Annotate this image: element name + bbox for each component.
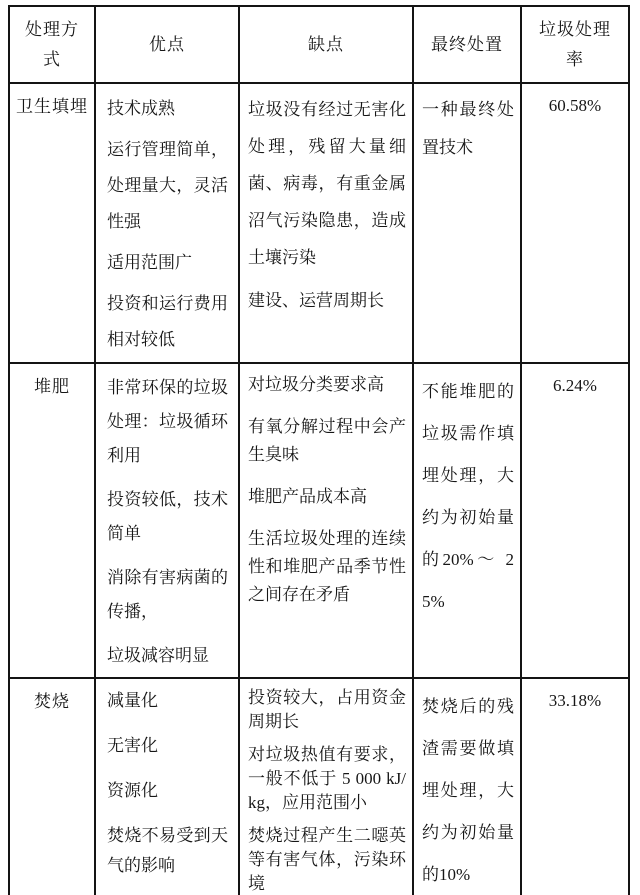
advantages-cell xyxy=(95,678,239,895)
waste-treatment-comparison-table xyxy=(8,5,630,895)
header-row xyxy=(9,6,629,83)
disadvantage-item: 建设、运营周期长 xyxy=(248,291,384,310)
advantages-cell xyxy=(95,83,239,363)
advantages-cell xyxy=(95,363,239,678)
disadvantages-cell xyxy=(239,363,413,678)
header-cell-disadvantages: 缺点 xyxy=(239,6,413,83)
advantage-item: 技术成熟 xyxy=(107,99,175,118)
row-sanitary-landfill xyxy=(9,83,629,363)
final-disposal-cell xyxy=(413,83,521,363)
row-incineration xyxy=(9,678,629,895)
disposal-text: 不能堆肥的垃圾需作填埋处理，大约为初始量的20%～ 25% xyxy=(422,382,514,611)
disadvantages-cell xyxy=(239,83,413,363)
advantage-item: 无害化 xyxy=(107,736,158,755)
disadvantage-item: 垃圾没有经过无害化处理，残留大量细菌、病毒，有重金属沼气污染隐患，造成土壤污染 xyxy=(248,100,406,267)
disadvantage-item: 焚烧过程产生二噁英等有害气体，污染环境 xyxy=(248,826,406,893)
advantage-item: 减量化 xyxy=(107,691,158,710)
disposal-text: 焚烧后的残渣需要做填埋处理，大约为初始量的10% xyxy=(422,697,514,884)
disposal-text: 一种最终处置技术 xyxy=(422,100,514,157)
disadvantages-cell xyxy=(239,678,413,895)
row-composting xyxy=(9,363,629,678)
disadvantage-item: 生活垃圾处理的连续性和堆肥产品季节性之间存在矛盾 xyxy=(248,529,406,604)
disadvantage-item: 对垃圾热值有要求，一般不低于 5 000 kJ/kg，应用范围小 xyxy=(248,745,406,812)
advantage-item: 非常环保的垃圾处理：垃圾循环利用 xyxy=(107,378,228,465)
disadvantage-item: 堆肥产品成本高 xyxy=(248,487,367,506)
rate-cell: 6.24% xyxy=(521,363,629,678)
advantage-item: 垃圾减容明显 xyxy=(107,646,209,665)
final-disposal-cell xyxy=(413,678,521,895)
method-cell: 卫生填埋 xyxy=(9,83,95,363)
rate-cell: 33.18% xyxy=(521,678,629,895)
disadvantage-item: 对垃圾分类要求高 xyxy=(248,375,384,394)
method-cell: 堆肥 xyxy=(9,363,95,678)
final-disposal-cell xyxy=(413,363,521,678)
advantage-item: 资源化 xyxy=(107,781,158,800)
header-cell-advantages: 优点 xyxy=(95,6,239,83)
rate-cell: 60.58% xyxy=(521,83,629,363)
disadvantage-item: 有氧分解过程中会产生臭味 xyxy=(248,417,406,464)
advantage-item: 适用范围广 xyxy=(107,253,192,272)
header-cell-rate: 垃圾处理率 xyxy=(521,6,629,83)
advantage-item: 消除有害病菌的传播， xyxy=(107,568,228,621)
header-cell-method: 处理方式 xyxy=(9,6,95,83)
method-cell: 焚烧 xyxy=(9,678,95,895)
advantage-item: 投资较低，技术简单 xyxy=(107,490,228,543)
header-cell-final-disposal: 最终处置 xyxy=(413,6,521,83)
disadvantage-item: 投资较大，占用资金周期长 xyxy=(248,688,406,731)
advantage-item: 运行管理简单，处理量大，灵活性强 xyxy=(107,140,228,231)
advantage-item: 投资和运行费用相对较低 xyxy=(107,294,228,349)
advantage-item: 焚烧不易受到天气的影响 xyxy=(107,826,228,875)
